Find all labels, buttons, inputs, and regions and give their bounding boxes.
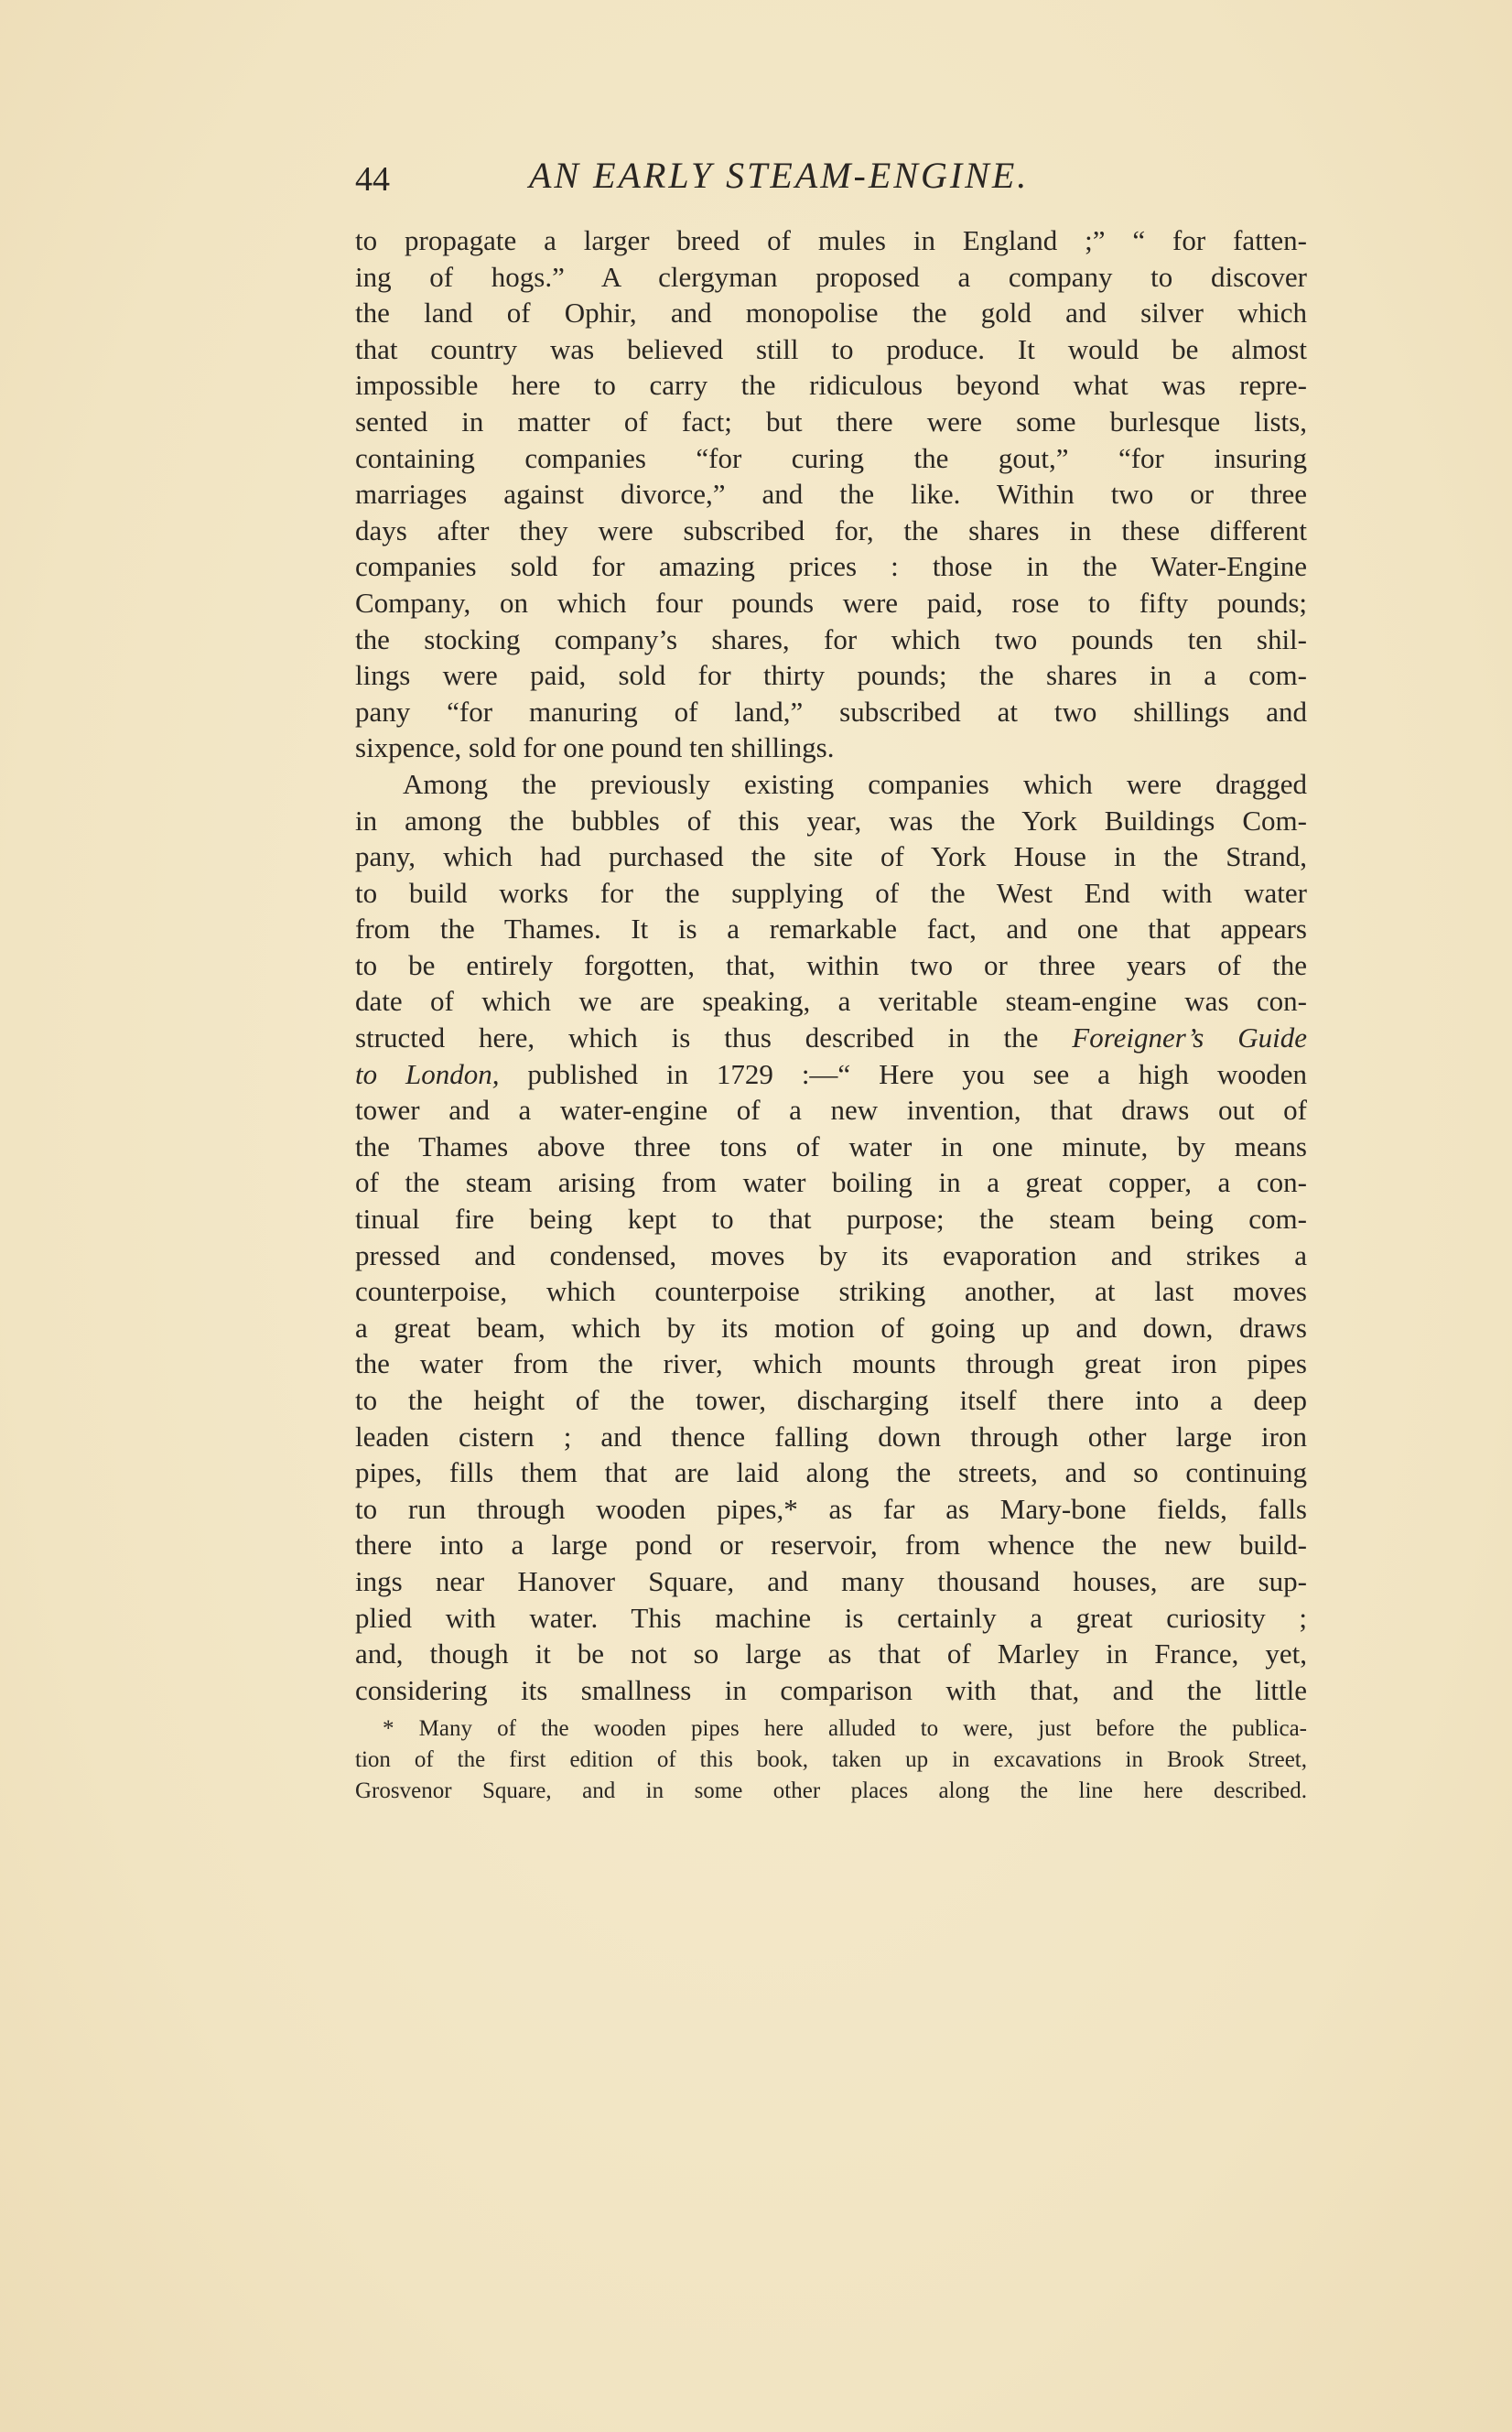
body-text [355, 222, 1307, 1708]
text-line: to build works for the supplying of the West End with water [355, 876, 1307, 909]
text-line: tower and a water-engine of a new invention, that draws out of [355, 1094, 1307, 1127]
text-line: ing of hogs.” A clergyman proposed a company to discover [355, 260, 1307, 293]
text-line: to be entirely forgotten, that, within two or three years of the [355, 948, 1307, 981]
text-line: and, though it be not so large as that of Marley in France, yet, [355, 1638, 1307, 1670]
text-line: Company, on which four pounds were paid, rose to fifty pounds; [355, 586, 1307, 619]
text-line: of the steam arising from water boiling in a great copper, a con- [355, 1166, 1307, 1199]
text-line: there into a large pond or reservoir, from whence the new build- [355, 1529, 1307, 1562]
text-line: considering its smallness in comparison with that, and the little [355, 1673, 1307, 1706]
text-line [355, 1056, 1307, 1093]
text-line: the Thames above three tons of water in one minute, by means [355, 1130, 1307, 1162]
text-line: the stocking company’s shares, for which two pounds ten shil- [355, 622, 1307, 655]
text-line: lings were paid, sold for thirty pounds; the shares in a com- [355, 659, 1307, 692]
page-number: 44 [355, 160, 390, 199]
text-line: to the height of the tower, discharging itself there into a deep [355, 1384, 1307, 1416]
text-line: plied with water. This machine is certainly a great curiosity ; [355, 1601, 1307, 1634]
text-line: tinual fire being kept to that purpose; the steam being com- [355, 1203, 1307, 1236]
text-line: a great beam, which by its motion of going up and down, draws [355, 1311, 1307, 1344]
page-header [355, 154, 1318, 209]
text-line: companies sold for amazing prices : those in the Water-Engine [355, 550, 1307, 583]
text-line: marriages against divorce,” and the like. Within two or three [355, 478, 1307, 511]
text-line: to propagate a larger breed of mules in England ;” “ for fatten- [355, 224, 1307, 256]
text-line: ings near Hanover Square, and many thousand houses, are sup- [355, 1564, 1307, 1597]
text-line: containing companies “for curing the gout,” “for insuring [355, 441, 1307, 474]
paragraph-start-line: Among the previously existing companies which were dragged [403, 767, 1307, 800]
text-line: impossible here to carry the ridiculous beyond what was repre- [355, 369, 1307, 402]
book-title-italic: to London, [355, 1057, 500, 1090]
book-title-italic: Foreigner’s Guide [1072, 1021, 1307, 1054]
text-line: in among the bubbles of this year, was the York Buildings Com- [355, 804, 1307, 837]
text-line: the water from the river, which mounts through great iron pipes [355, 1347, 1307, 1380]
text-segment: structed here, which is thus described in the [355, 1021, 1039, 1054]
paragraph-end-line: sixpence, sold for one pound ten shillings. [355, 731, 835, 764]
footnote-line: tion of the first edition of this book, taken up in excavations in Brook Street, [355, 1747, 1307, 1772]
text-line: to run through wooden pipes,* as far as Mary-bone fields, falls [355, 1492, 1307, 1525]
running-title: AN EARLY STEAM-ENGINE. [529, 155, 1030, 196]
text-line: that country was believed still to produce. It would be almost [355, 332, 1307, 365]
footnote-line: * Many of the wooden pipes here alluded to were, just before the publica- [383, 1716, 1307, 1741]
text-line [355, 1020, 1307, 1056]
footnote [355, 1713, 1307, 1807]
text-line: date of which we are speaking, a veritable steam-engine was con- [355, 985, 1307, 1018]
text-line: the land of Ophir, and monopolise the gold and silver which [355, 297, 1307, 330]
text-line: leaden cistern ; and thence falling down through other large iron [355, 1420, 1307, 1453]
text-line: counterpoise, which counterpoise striking another, at last moves [355, 1275, 1307, 1308]
text-line: days after they were subscribed for, the shares in these different [355, 513, 1307, 546]
text-line: sented in matter of fact; but there were some burlesque lists, [355, 405, 1307, 438]
text-line: pipes, fills them that are laid along the streets, and so continuing [355, 1456, 1307, 1489]
footnote-line: Grosvenor Square, and in some other places along the line here described. [355, 1778, 1307, 1803]
text-line: pany “for manuring of land,” subscribed at two shillings and [355, 695, 1307, 728]
text-line: from the Thames. It is a remarkable fact, and one that appears [355, 913, 1307, 946]
text-segment: published in 1729 :—“ Here you see a high wooden [499, 1057, 1307, 1090]
text-line: pany, which had purchased the site of York House in the Strand, [355, 840, 1307, 873]
text-line: pressed and condensed, moves by its evaporation and strikes a [355, 1238, 1307, 1271]
